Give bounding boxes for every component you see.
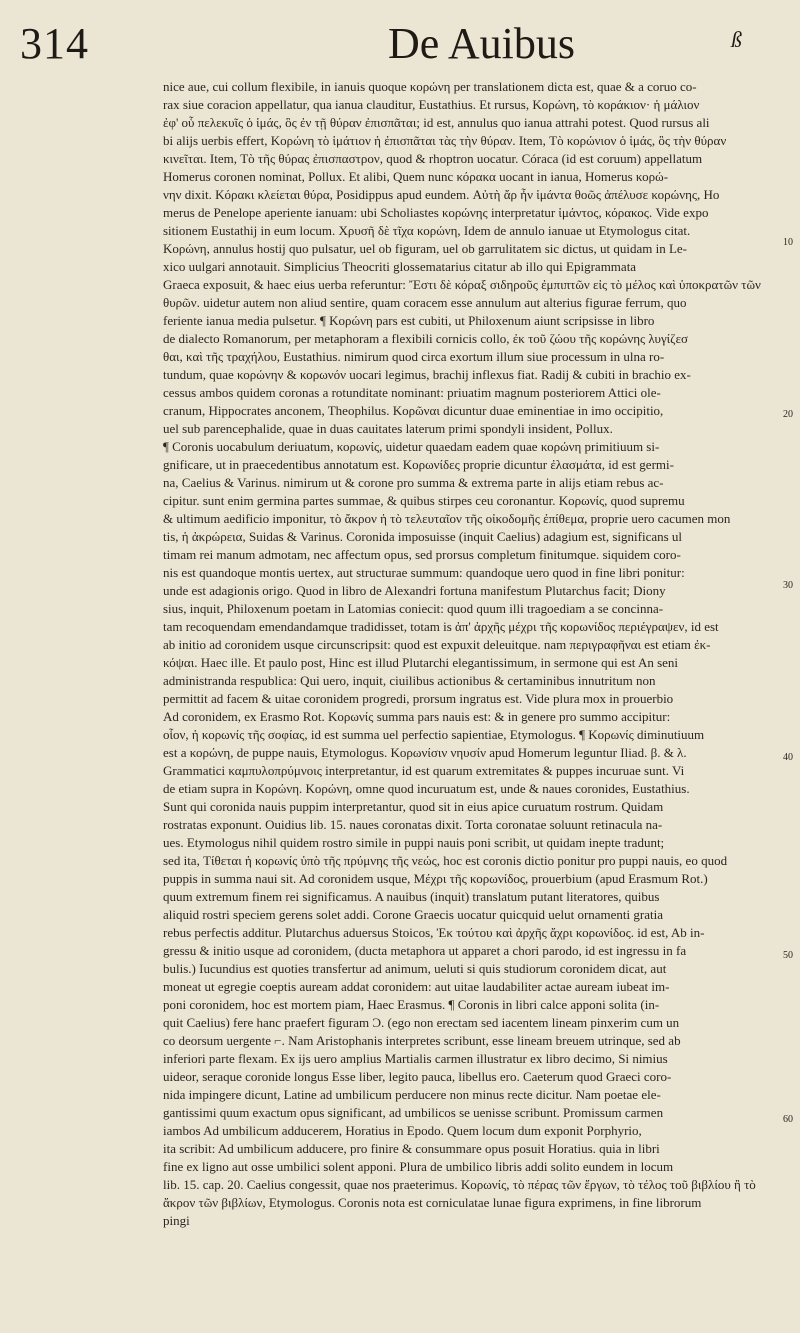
text-line: nice aue, cui collum flexibile, in ianuis quoque κορώνη per translationem dicta est, quae & a coruo co- — [163, 79, 697, 94]
text-line: tundum, quae κορώνην & κορωνόν uocari legimus, brachij inflexus fiat. Radij & cubiti in brachio ex- — [163, 367, 691, 382]
text-line: de dialecto Romanorum, per metaphoram a flexibili cornicis collo, ἐκ τοῦ ζώου τῆς κορώνης λυγίζεσ — [163, 331, 689, 346]
text-line: moneat ut egregie coeptis auream addat coronidem: aut uitae laudabiliter actae auream iubeat im- — [163, 979, 670, 994]
text-line: gressu & initio usque ad coronidem, (ducta metaphora ut apparet a chori parodo, id est ingressu in fa — [163, 943, 687, 958]
margin-line-number: 40 — [783, 752, 793, 763]
text-line: inferiori parte flexam. Ex ijs uero amplius Martialis carmen illustratur ex libro decimo, Si nimius — [163, 1051, 668, 1066]
page-number: 314 — [20, 19, 89, 68]
text-line: sitionem Eustathij in eum locum. Χρυσῆ δὲ τῖχα κορώνη, Idem de annulo ianuae ut Etymologus citat. — [163, 223, 691, 238]
text-line: rostratas exponunt. Ouidius lib. 15. naues coronatas dixit. Torta coronatae soluunt retinacula na- — [163, 817, 663, 832]
text-line: νην dixit. Κόρακι κλείεται θύρα, Posidippus apud eundem. Αὐτὴ ἄρ ἦν ἱμάντα θοῶς ἀπέλυσε κορώνης, Ho — [163, 187, 720, 202]
text-line: est a κορώνη, de puppe nauis, Etymologus. Κορωνίσιν νηυσίν apud Homerum leguntur Iliad. β. & λ. — [163, 745, 687, 760]
text-line: sed ita, Τίθεται ἡ κορωνίς ὑπὸ τῆς πρύμνης τῆς νεώς, hoc est coronis dictio ponitur pro puppi nauis, eo quod — [163, 853, 728, 868]
text-line: permittit ad facem & uitae coronidem progredi, prorsum ingratus est. Vide plura mox in prouerbio — [163, 691, 674, 706]
text-line: θυρῶν. uidetur autem non aliud sentire, quam coracem esse annulum aut alterius figurae ferrum, quo — [163, 295, 687, 310]
text-line: οἷον, ἡ κορωνίς τῆς σοφίας, id est summa uel perfectio sapientiae, Etymologus. ¶ Κορωνίς diminutiuum — [163, 727, 705, 742]
text-line: iambos Ad umbilicum adducerem, Horatius in Epodo. Quem locum dum exponit Porphyrio, — [163, 1123, 642, 1138]
text-line: quum extremum finem rei significamus. A nauibus (inquit) translatum putant literatores, quibus — [163, 889, 660, 904]
text-line: κινεῖται. Item, Τὸ τῆς θύρας ἐπισπαστρον, quod & rhoptron uocatur. Córaca (id est coruum) appellatum — [163, 151, 703, 166]
text-line: rax siue coracion appellatur, qua ianua clauditur, Eustathius. Et rursus, Κορώνη, τὸ κοράκιον· ἡ μάλιον — [163, 97, 700, 112]
text-line: ἄκρον τῶν βιβλίων, Etymologus. Coronis nota est corniculatae lunae figura exprimens, in fine librorum — [163, 1195, 702, 1210]
text-line: cessus ambos quidem coronas a rotunditate nominant: priuatim magnum posteriorem Attici ole- — [163, 385, 661, 400]
text-line: bi alijs uerbis effert, Κορώνη τὸ ἱμάτιον ἡ ἐπισπᾶται τὰς τὴν θύραν. Item, Τὸ κορώνιον ὁ ἱμάς, ὃς τὴν θύραν — [163, 133, 727, 148]
text-line: tis, ἡ ἀκρώρεια, Suidas & Varinus. Coronida imposuisse (inquit Caelius) adagium est, significans ul — [163, 529, 683, 544]
text-line: quit Caelius) fere hanc praefert figuram Ͻ. (ego non erectam sed iacentem lineam pinxerim cum un — [163, 1015, 680, 1030]
text-line: κόψαι. Haec ille. Et paulo post, Hinc est illud Plutarchi elegantissimum, in sermone qui est An seni — [163, 655, 679, 670]
text-line: rebus perfectis additur. Plutarchus aduersus Stoicos, Ἐκ τούτου καὶ ἀρχῆς ἄχρι κορωνίδος. id est, Ab in- — [163, 925, 705, 940]
text-line: uel sub parencephalide, quae in duas cauitates laterum primi spondyli insident, Pollux. — [163, 421, 613, 436]
text-line: nis est quandoque montis uertex, aut structurae summum: quandoque uero quod in fine libri ponitur: — [163, 565, 685, 580]
margin-line-number: 20 — [783, 409, 793, 420]
text-line: pingi — [163, 1213, 190, 1228]
text-line: administranda respublica: Qui uero, inquit, ciuilibus actionibus & certaminibus innutritum non — [163, 673, 656, 688]
text-line: timam rei manum admotam, nec affectum opus, sed prorsus completum finitumque. siquidem coro- — [163, 547, 681, 562]
text-line: de etiam supra in Κορώνη. Κορώνη, omne quod incuruatum est, unde & naues coronides, Eustathius. — [163, 781, 690, 796]
text-line: uideor, seraque coronide longus Esse liber, legito pauca, libellus ero. Caeterum quod Graeci coro- — [163, 1069, 672, 1084]
text-line: Ad coronidem, ex Erasmo Rot. Κορωνίς summa pars nauis est: & in genere pro summo accipitur: — [163, 709, 671, 724]
text-line: cipitur. sunt enim germina partes summae, & quibus stirpes ceu coronantur. Κορωνίς, quod supremu — [163, 493, 685, 508]
margin-line-number: 30 — [783, 580, 793, 591]
text-line: xico uulgari annotauit. Simplicius Theocriti glossematarius citatur ab illo qui Epigrammata — [163, 259, 637, 274]
text-line: sius, inquit, Philoxenum poetam in Latomias coniecit: quod quum illi tragoediam a se concinna- — [163, 601, 664, 616]
body-text — [163, 78, 800, 1230]
text-line: puppis in summa naui sit. Ad coronidem usque, Μέχρι τῆς κορωνίδος, prouerbium (apud Erasmum Rot.) — [163, 871, 708, 886]
text-line: nida impingere dicunt, Latine ad umbilicum perducere non minus recte dicitur. Nam poetae ele- — [163, 1087, 661, 1102]
text-line: feriente ianua media pulsetur. ¶ Κορώνη pars est cubiti, ut Philoxenum aiunt scripsisse in libro — [163, 313, 655, 328]
text-line: unde est adagionis origo. Quod in libro de Alexandri fortuna manifestum Plutarchus facit; Diony — [163, 583, 666, 598]
text-line: merus de Penelope aperiente ianuam: ubi Scholiastes κορώνης interpretatur ἱμάντος, κόρακος. Vide expo — [163, 205, 709, 220]
text-line: fine ex ligno aut osse umbilici solent apponi. Plura de umbilico libris addi solito eundem in locum — [163, 1159, 674, 1174]
text-line: ita scribit: Ad umbilicum adducere, pro finire & consummare opus posuit Horatius. quia in libri — [163, 1141, 660, 1156]
margin-line-number: 10 — [783, 237, 793, 248]
text-line: Graeca exposuit, & haec eius uerba referuntur: Ἔστι δὲ κόραξ σιδηροῦς ἐμπιπτῶν εἰς τὸ μέλος καὶ ὑποκρατῶν τῶν — [163, 277, 761, 292]
text-line: na, Caelius & Varinus. nimirum ut & corone pro summa & extrema parte in alijs etiam rebus ac- — [163, 475, 664, 490]
text-line: ues. Etymologus nihil quidem rostro simile in puppi nauis poni scribit, ut quidam inepte tradunt; — [163, 835, 665, 850]
text-line: & ultimum aedificio imponitur, τὸ ἄκρον ἡ τὸ τελευταῖον τῆς οἰκοδομῆς ἐπίθεμα, proprie uero cacumen mon — [163, 511, 731, 526]
signature-mark: ß — [731, 27, 742, 52]
margin-line-number: 50 — [783, 950, 793, 961]
text-line: tam recoquendam emendandamque tradidisset, totam is ἀπ' ἀρχῆς μέχρι τῆς κορωνίδος περιέγραψεν, id est — [163, 619, 719, 634]
text-line: aliquid rostri speciem gerens solet addi. Corone Graecis uocatur quicquid uelut ornamenti gratia — [163, 907, 663, 922]
text-line: ab initio ad coronidem usque circunscripsit: quod est expuxit deleuitque. nam περιγραφῆναι est etiam ἐκ- — [163, 637, 711, 652]
text-line: θαι, καὶ τῆς τραχήλου, Eustathius. nimirum quod circa exortum illum siue processum in ulna ro- — [163, 349, 665, 364]
text-line: gnificare, ut in praecedentibus annotatum est. Κορωνίδες proprie dicuntur ἐλασμάτα, id est germi- — [163, 457, 674, 472]
text-line: Κορώνη, annulus hostij quo pulsatur, uel ob figuram, uel ob garrulitatem sic dictus, ut quidam in Le- — [163, 241, 687, 256]
text-line: lib. 15. cap. 20. Caelius congessit, quae nos praeterimus. Κορωνίς, τὸ πέρας τῶν ἔργων, τὸ τέλος τοῦ βιβλίου ἢ τὸ — [163, 1177, 756, 1192]
running-head: De Auibus — [388, 19, 575, 68]
text-line: cranum, Hippocrates anconem, Theophilus. Κορῶναι dicuntur duae eminentiae in imo occipitio, — [163, 403, 664, 418]
text-line: poni coronidem, hoc est mortem piam, Haec Erasmus. ¶ Coronis in libri calce apponi solita (in- — [163, 997, 660, 1012]
text-line: co deorsum uergente ⌐. Nam Aristophanis interpretes scribunt, esse lineam breuem utrinque, sed ab — [163, 1033, 681, 1048]
text-line: bulis.) Iucundius est quoties transfertur ad animum, ueluti si quis studiorum coronidem dicat, aut — [163, 961, 667, 976]
text-line: Homerus coronen nominat, Pollux. Et alibi, Quem nunc κόρακα uocant in ianua, Homerus κορώ- — [163, 169, 669, 184]
text-line: Sunt qui coronida nauis puppim interpretantur, quod sit in eius apice curuatum rostrum. Quidam — [163, 799, 664, 814]
text-line: Grammatici καμπυλοπρύμνοις interpretantur, id est quarum extremitates & puppes incuruae sunt. Vi — [163, 763, 685, 778]
margin-line-number: 60 — [783, 1114, 793, 1125]
text-line: ¶ Coronis uocabulum deriuatum, κορωνίς, uidetur quaedam eadem quae κορώνη primitiuum si- — [163, 439, 660, 454]
text-line: ἐφ' οὗ πελεκυῖς ὁ ἱμάς, ὃς ἐν τῇ θύραν ἐπισπᾶται; id est, annulus quo ianua attrahi potest. Quod rursus ali — [163, 115, 710, 130]
text-line: gantissimi quum exactum opus significant, ad umbilicos se uenisse scribunt. Promissum carmen — [163, 1105, 664, 1120]
